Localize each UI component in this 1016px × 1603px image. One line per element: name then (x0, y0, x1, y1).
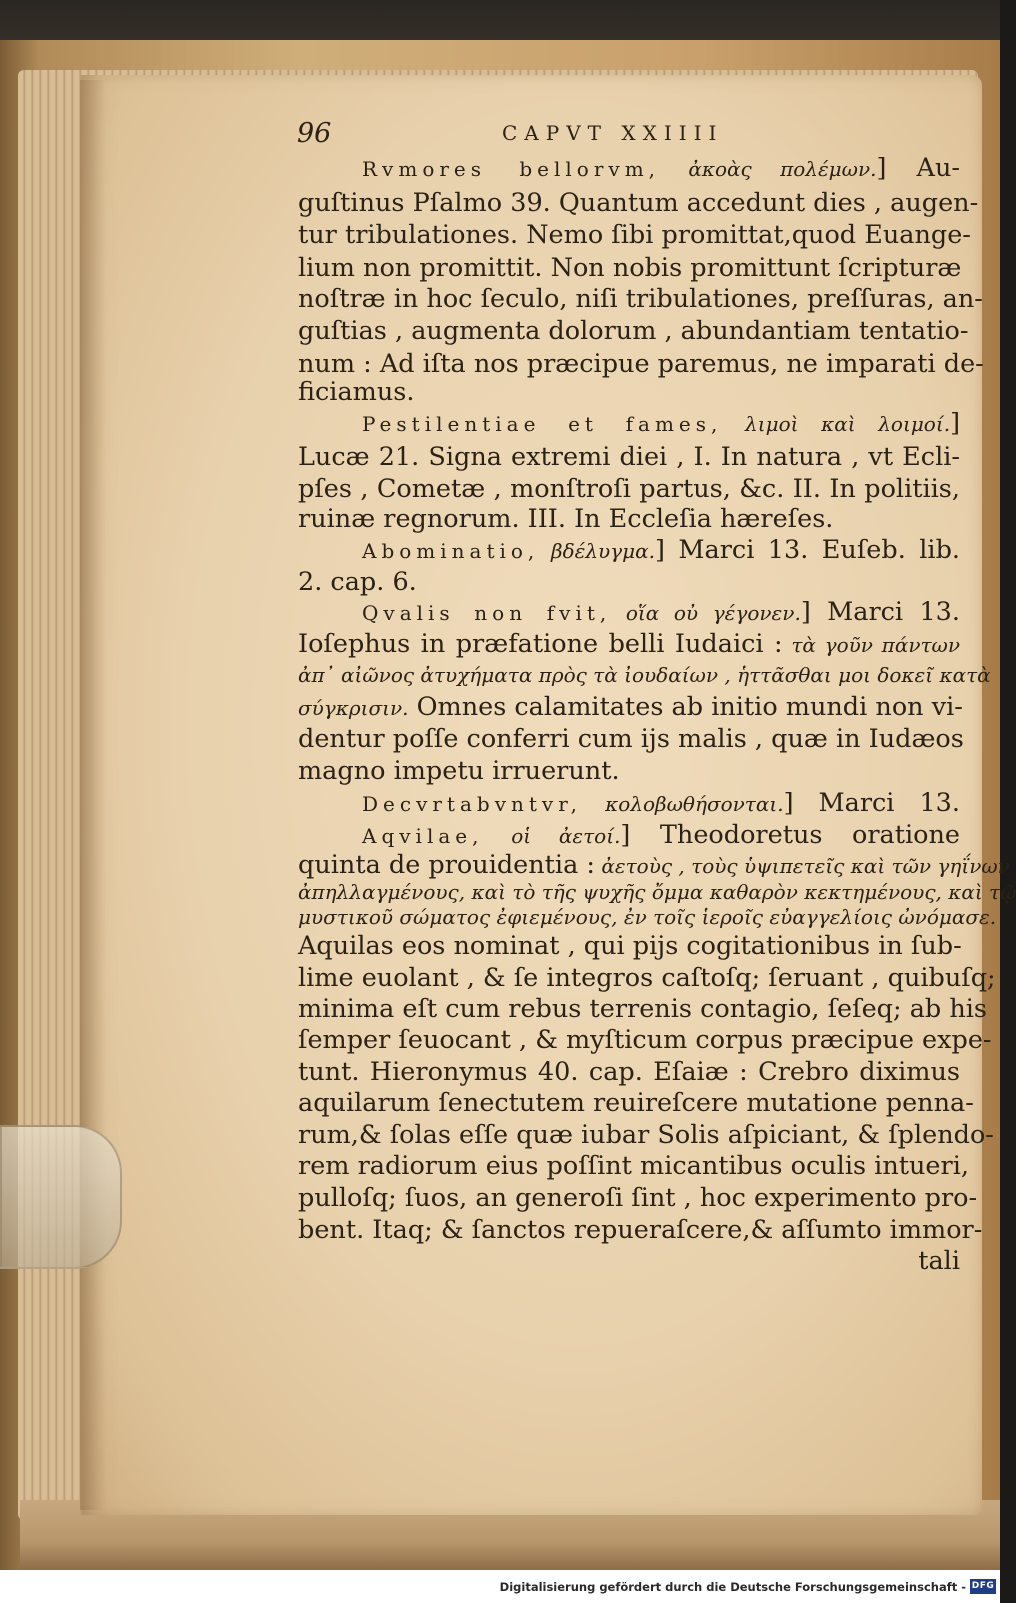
text-line (298, 756, 960, 786)
dfg-logo-icon: DFG (970, 1579, 996, 1594)
latin-text: ficiamus. (298, 377, 415, 407)
latin-text: rum,& ſolas eſſe quæ iubar Solis aſpiciant, & ſplendo- (298, 1120, 994, 1150)
text-line (298, 692, 963, 722)
text-line (298, 188, 979, 218)
greek-text: οἵα οὐ γέγονεν. (611, 601, 801, 625)
text-line (298, 629, 960, 659)
greek-text: ἀπηλλαγμένους, καὶ τὸ τῆς ψυχῆς ὄμμα καθαρὸν κεκτημένους, καὶ τῷ (298, 880, 1016, 904)
text-line (298, 902, 997, 932)
greek-text: ἀκοὰς πολέμων. (660, 157, 877, 181)
latin-text: guſtinus Pſalmo 39. Quantum accedunt dies , augen- (298, 188, 979, 218)
latin-text: Aquilas eos nominat , qui pijs cogitationibus in ſub- (298, 931, 962, 961)
latin-text: ] Marci 13. (783, 788, 961, 818)
text-line (298, 724, 964, 754)
latin-text: guſtias , augmenta dolorum , abundantiam tentatio- (298, 316, 969, 346)
text-line (298, 153, 960, 183)
latin-text: tali (918, 1246, 960, 1276)
digitization-footer (0, 1570, 1000, 1603)
latin-text: ] Marci 13. Euſeb. lib. (655, 535, 961, 565)
text-line (298, 1088, 974, 1118)
latin-text: Ioſephus in præfatione belli Iudaici : (298, 629, 783, 659)
latin-text: lium non promittit. Non nobis promittunt ſcripturæ (298, 253, 962, 283)
latin-text: ſemper ſeuocant , & myſticum corpus præcipue expe- (298, 1025, 992, 1055)
latin-text: pſes , Cometæ , monſtroſi partus, &c. II. In politiis, (298, 474, 960, 504)
latin-text: pulloſq; ſuos, an generoſi ſint , hoc experimento pro- (298, 1183, 978, 1213)
text-line (298, 567, 960, 597)
text-line (298, 377, 960, 407)
funding-notice: Digitalisierung gefördert durch die Deutsche Forschungsgemeinschaft - (499, 1580, 966, 1594)
greek-text: κολοβωθήσονται. (581, 792, 784, 816)
text-line (298, 253, 960, 283)
text-line (298, 284, 983, 314)
latin-text: aquilarum ſenectutem reuireſcere mutatione penna- (298, 1088, 974, 1118)
latin-text: tur tribulationes. Nemo ſibi promittat,quod Euange- (298, 220, 971, 250)
text-line (298, 788, 960, 818)
text-line (298, 220, 971, 250)
page-clip (0, 1125, 122, 1269)
greek-text: βδέλυγμα. (539, 539, 655, 563)
latin-text: ruinæ regnorum. III. In Eccleſia hæreſes. (298, 504, 834, 534)
text-line (298, 963, 996, 993)
text-line (298, 850, 1010, 880)
lemma-heading: Decvrtabvntvr, (362, 792, 582, 816)
latin-text: magno impetu irruerunt. (298, 756, 620, 786)
latin-text: lime euolant , & ſe integros caſtoſq; ſeruant , quibuſq; (298, 963, 996, 993)
text-line (298, 349, 984, 379)
latin-text: ] Marci 13. (800, 597, 961, 627)
lemma-heading: Abominatio, (362, 539, 540, 563)
lemma-heading: Aqvilae, (362, 824, 484, 848)
gutter-shadow (80, 80, 106, 1510)
text-line (298, 1151, 969, 1181)
latin-text: minima eſt cum rebus terrenis contagio, ſeſeq; ab his (298, 994, 987, 1024)
text-line (298, 535, 960, 565)
text-line (298, 408, 960, 438)
latin-text: ] Theodoretus oratione (620, 820, 960, 850)
latin-text: noſtræ in hoc ſeculo, niſi tribulationes, preſſuras, an- (298, 284, 983, 314)
lemma-heading: Pestilentiae et fames, (362, 412, 723, 436)
greek-text: λιμοὶ καὶ λοιμοί. (722, 412, 951, 436)
latin-text: bent. Itaq; & ſanctos repueraſcere,& aſſumto immor- (298, 1215, 983, 1245)
latin-text: tunt. Hieronymus 40. cap. Eſaiæ : Crebro diximus (298, 1057, 960, 1087)
latin-text: Lucæ 21. Signa extremi diei , I. In natura , vt Ecli- (298, 442, 960, 472)
text-line (298, 1246, 960, 1276)
greek-text: μυστικοῦ σώματος ἐφιεμένους, ἐν τοῖς ἱεροῖς εὐαγγελίοις ὠνόμασε. (298, 905, 997, 929)
greek-text: οἱ ἀετοί. (483, 824, 621, 848)
running-head: CAPVT XXIIII (502, 121, 724, 145)
lemma-heading: Rvmores bellorvm, (362, 157, 661, 181)
latin-text: Omnes calamitates ab initio mundi non vi- (408, 692, 963, 722)
text-line (298, 316, 969, 346)
greek-text: σύγκρισιν. (298, 696, 409, 720)
text-line (298, 442, 960, 472)
text-line (298, 597, 960, 627)
greek-text: ἀπ᾽ αἰῶνος ἀτυχήματα πρὸς τὰ ἰουδαίων , ἡττᾶσθαι μοι δοκεῖ κατὰ (298, 663, 991, 687)
text-line (298, 820, 960, 850)
text-line (298, 1215, 983, 1245)
text-line (298, 1183, 978, 1213)
greek-text: τὰ γοῦν πάντων (782, 633, 961, 657)
latin-text: dentur poſſe conferri cum ijs malis , quæ in Iudæos (298, 724, 964, 754)
text-line (298, 504, 960, 534)
greek-text: ἀετοὺς , τοὺς ὑψιπετεῖς καὶ τῶν γηΐνων (595, 854, 1010, 878)
page-number: 96 (297, 118, 332, 149)
latin-text: ] Au- (876, 153, 960, 183)
latin-text: num : Ad iſta nos præcipue paremus, ne imparati de- (298, 349, 984, 379)
text-line (298, 1057, 960, 1087)
latin-text: 2. cap. 6. (298, 567, 417, 597)
text-line (298, 931, 960, 961)
text-line (298, 660, 991, 690)
latin-text: quinta de prouidentia : (298, 850, 595, 880)
text-line (298, 994, 987, 1024)
text-line (298, 1025, 992, 1055)
latin-text: rem radiorum eius poſſint micantibus oculis intueri, (298, 1151, 969, 1181)
lemma-heading: Qvalis non fvit, (362, 601, 612, 625)
text-line (298, 474, 960, 504)
latin-text: ] (950, 408, 961, 438)
text-line (298, 1120, 994, 1150)
